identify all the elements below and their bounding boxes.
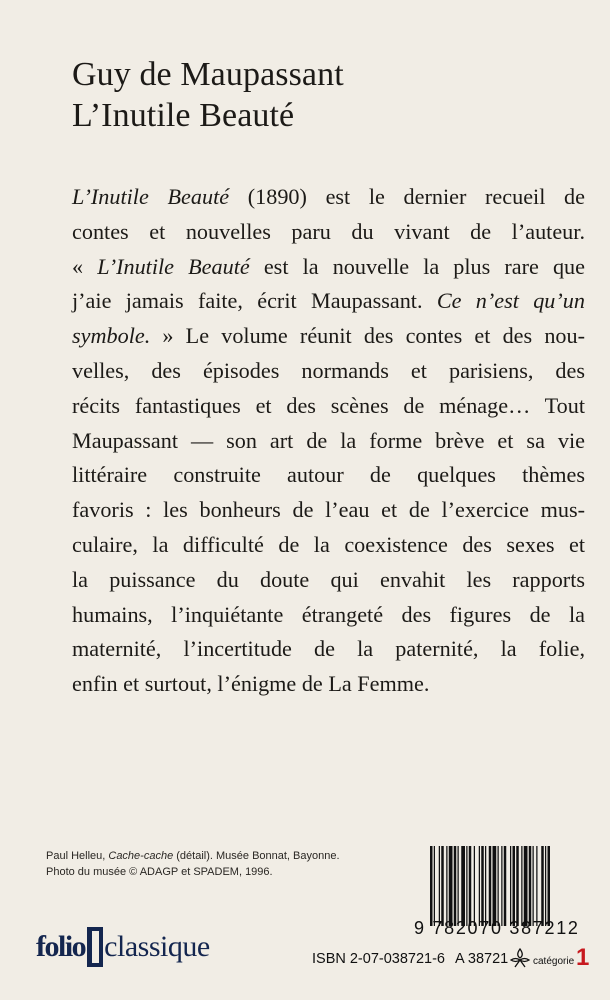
blurb-line: symbole. » Le volume réunit des contes et des nou- [72,323,585,349]
barcode [428,846,586,926]
category-number: 1 [576,944,590,971]
folio-classique-logo [36,925,210,969]
blurb-line: humains, l’inquiétante étrangeté des figures de la [72,601,585,627]
blurb-line: maternité, l’incertitude de la paternité, la folie, [72,636,585,662]
barcode-bar [498,846,499,926]
barcode-bar [516,846,519,926]
book-author: Guy de Maupassant [72,56,344,93]
barcode-bar [439,846,440,926]
barcode-bar [493,846,497,926]
barcode-bar [524,846,528,926]
barcode-bar [510,846,511,926]
barcode-bar [513,846,516,926]
barcode-bar [449,846,453,926]
barcode-digits: 9 782070 387212 [414,918,580,938]
barcode-bar [446,846,447,926]
barcode-bar [481,846,484,926]
category-label: catégorie [533,956,575,967]
barcode-bar [454,846,457,926]
barcode-bar [533,846,534,926]
barcode-bar [529,846,532,926]
barcode-bar [489,846,492,926]
book-title: L’Inutile Beauté [72,97,295,134]
logo-folio-text: folio [36,930,86,963]
blurb-line: velles, des épisodes normands et parisiens, des [72,357,585,383]
isbn-number: ISBN 2-07-038721-6 [312,951,445,967]
barcode-bar [458,846,459,926]
image-credit [46,848,340,880]
barcode-bar [466,846,467,926]
barcode-bar [521,846,522,926]
barcode-bar [504,846,507,926]
blurb-line: L’Inutile Beauté (1890) est le dernier recueil de [72,184,585,209]
blurb-line: enfin et surtout, l’énigme de La Femme. [72,671,430,697]
barcode-bar [474,846,475,926]
barcode-bar [469,846,472,926]
blurb-line: Maupassant — son art de la forme brève et sa vie [72,427,585,453]
blurb-line: favoris : les bonheurs de l’eau et de l’exercice mus- [72,497,585,523]
blurb-line: récits fantastiques et des scènes de ménage… Tout [72,392,585,418]
blurb-line: littéraire construite autour de quelques thèmes [72,462,585,488]
barcode-bar [434,846,435,926]
barcode-bar [536,846,537,926]
back-cover-blurb [72,180,585,702]
credit-line-1: Paul Helleu, Cache-cache (détail). Musée Bonnat, Bayonne. [46,850,340,862]
catalog-code: A 38721 [455,951,509,967]
blurb-line: j’aie jamais faite, écrit Maupassant. Ce n’est qu’un [72,288,585,314]
barcode-bar [430,846,433,926]
category-icon [508,947,532,969]
barcode-bar [541,846,544,926]
barcode-bar [485,846,486,926]
logo-classique-text: classique [104,930,210,963]
barcode-bar [501,846,502,926]
blurb-line: culaire, la difficulté de la coexistence des sexes et [72,531,585,557]
barcode-bar [479,846,480,926]
barcode-bar [441,846,444,926]
credit-line-2: Photo du musée © ADAGP et SPADEM, 1996. [46,866,273,878]
barcode-bar [545,846,546,926]
barcode-bar [461,846,465,926]
blurb-line: « L’Inutile Beauté est la nouvelle la plus rare que [72,253,585,279]
blurb-line: contes et nouvelles paru du vivant de l’auteur. [72,218,585,244]
barcode-bar [548,846,551,926]
logo-bracket-icon [87,927,103,967]
blurb-line: la puissance du doute qui envahit les rapports [72,566,585,592]
